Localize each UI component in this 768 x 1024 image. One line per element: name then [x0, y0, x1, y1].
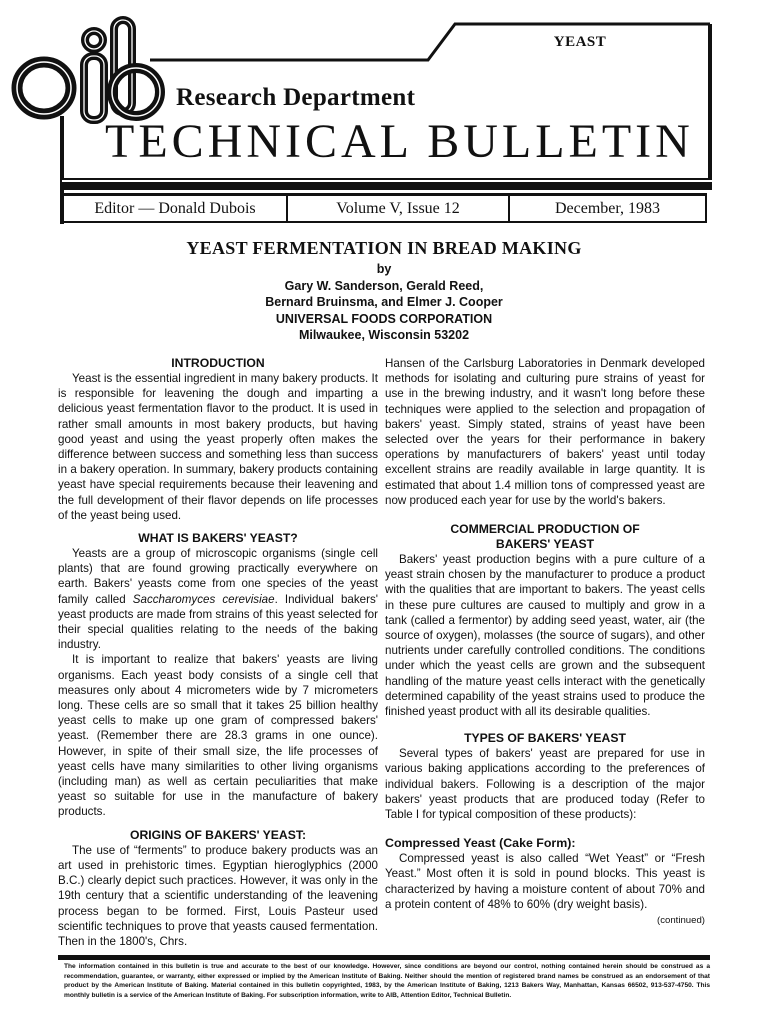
what-is-paragraph-2: It is important to realize that bakers' yeasts are living organisms. Each yeast body consists of a single cell that measures only about 4 micrometers wide by 7 micrometers long. These cells are so small that it takes 25 billion healthy yeast cells to make up one gram of compressed bakers' yeast. (Remember there are 28.3 grams in one ounce). However, in spite of their small size, the life processes of yeast cells have many similarities to other living organisms (including man) as well as certain peculiarities that make yeast so suitable for use in the manufacture of bakery products. [58, 653, 378, 819]
volume-cell: Volume V, Issue 12 [286, 196, 508, 221]
what-is-p1-start: Yeasts are a group of microscopic organisms (single cell plants) that are found growing practically everywhere on earth. Bakers' yeasts come from one species of the yeast family called [58, 547, 378, 606]
heading-commercial-line-2: BAKERS' YEAST [495, 537, 595, 552]
what-is-paragraph-1 [58, 546, 378, 652]
department-heading: Research Department [176, 84, 416, 111]
title-underline [62, 178, 712, 190]
footer-disclaimer: The information contained in this bulletin is true and accurate to the best of our knowledge. However, since conditions are beyond our control, nothing contained herein should be construed as a recommendation, guarantee, or warranty, either expressed or implied by the American Institute of Baking. Neither should the mention of registered brand names be construed as an endorsement of that product by the American Institute of Baking. Material contained in this bulletin copyrighted, 1983, by the American Institute of Baking, 1213 Bakers Way, Manhattan, Kansas 66502, 913-537-4750. This monthly bulletin is a service of the American Institute of Baking. For subscription information, write to AIB, Attention Editor, Technical Bulletin. [64, 963, 710, 999]
heading-compressed-yeast: Compressed Yeast (Cake Form): [385, 836, 576, 851]
left-column [58, 356, 378, 949]
commercial-paragraph: Bakers' yeast production begins with a pure culture of a yeast strain chosen by the manufacturer to produce a product with the qualities that are important to bakers. The yeast cells in these pure cultures are caused to multiply and grow in a tank (called a fermentor) by adding seed yeast, water, air (the source of oxygen), molasses (the source of sugars), and other nutrients under carefully controlled conditions. The conditions under which the yeast cells are grown and the subsequent handling of the mature yeast cells interact with the genetically determined capability of the yeast strains used to produce the finished yeast product with all its desirable qualities. [385, 553, 705, 719]
article-title: YEAST FERMENTATION IN BREAD MAKING [186, 238, 582, 258]
organization: UNIVERSAL FOODS CORPORATION [275, 311, 493, 326]
article-header [0, 238, 768, 344]
compressed-paragraph: Compressed yeast is also called “Wet Yeast” or “Fresh Yeast.” Most often it is sold in pound blocks. This yeast is characterized by having a moisture content of about 70% and a protein content of 48% to 60% (dry weight basis). [385, 852, 705, 911]
location: Milwaukee, Wisconsin 53202 [298, 328, 470, 342]
heading-commercial-line-1: COMMERCIAL PRODUCTION OF [450, 522, 640, 537]
origins-paragraph-continued: Hansen of the Carlsburg Laboratories in Denmark developed methods for isolating and culturing pure strains of yeast for use in the brewing industry, and it wasn't long before these techniques were applied to the selection and propagation of bakers' yeast. Simply stated, strains of yeast have been selected over the years for their performance in bakery operations by manufacturers of bakers' yeast until today excellent strains are readily available in large quantity. It is estimated that about 1.4 million tons of compressed yeast are now produced each year for use by the world's bakers. [385, 357, 705, 507]
heading-introduction: INTRODUCTION [171, 356, 265, 370]
right-column [385, 356, 705, 928]
introduction-paragraph: Yeast is the essential ingredient in many bakery products. It is responsible for leavening the dough and imparting a delicious yeast fermentation flavor to the product. It is used in rather small amounts in most bakery products, but having good yeast and using the yeast properly often makes the difference between success and something less than success in a bakery operation. In summary, bakery products containing yeast have special requirements because their leavening and the full development of their flavor depends on life processes of the yeast being used. [58, 372, 378, 522]
heading-types: TYPES OF BAKERS' YEAST [464, 731, 626, 746]
byline-by: by [376, 262, 392, 276]
types-paragraph: Several types of bakers' yeast are prepared for use in various baking applications according to the preferences of individual bakers. Following is a description of the major bakers' yeast products that are produced today (Refer to Table I for typical composition of these products): [385, 747, 705, 822]
continued-note: (continued) [657, 915, 705, 927]
bulletin-title: TECHNICAL BULLETIN [105, 115, 694, 168]
date-cell: December, 1983 [508, 196, 705, 221]
editor-cell: Editor — Donald Dubois [94, 199, 256, 217]
issue-info-bar [62, 193, 707, 223]
origins-paragraph: The use of “ferments” to produce bakery products was an art used in prehistoric times. Egyptian hieroglyphics (2000 B.C.) clearly depict such practices. However, it was only in the 19th century that a scientific understanding of the leavening process began to be formed. First, Louis Pasteur used scientific techniques to prove that yeasts caused fermentation. Then in the 1800's, Chrs. [58, 843, 378, 948]
heading-what-is-yeast: WHAT IS BAKERS' YEAST? [138, 531, 298, 546]
authors-line-1: Gary W. Sanderson, Gerald Reed, [284, 278, 484, 293]
footer-rule [58, 955, 710, 960]
what-is-p1-end: . Individual bakers' yeast products are made from strains of this yeast selected for their special qualities relating to the needs of the baking industry. [58, 592, 378, 652]
authors-line-2: Bernard Bruinsma, and Elmer J. Cooper [265, 295, 503, 309]
aib-logo [17, 20, 160, 120]
heading-origins: ORIGINS OF BAKERS' YEAST: [129, 827, 307, 842]
section-tag: YEAST [553, 34, 607, 50]
species-name: Saccharomyces cerevisiae [132, 592, 275, 606]
